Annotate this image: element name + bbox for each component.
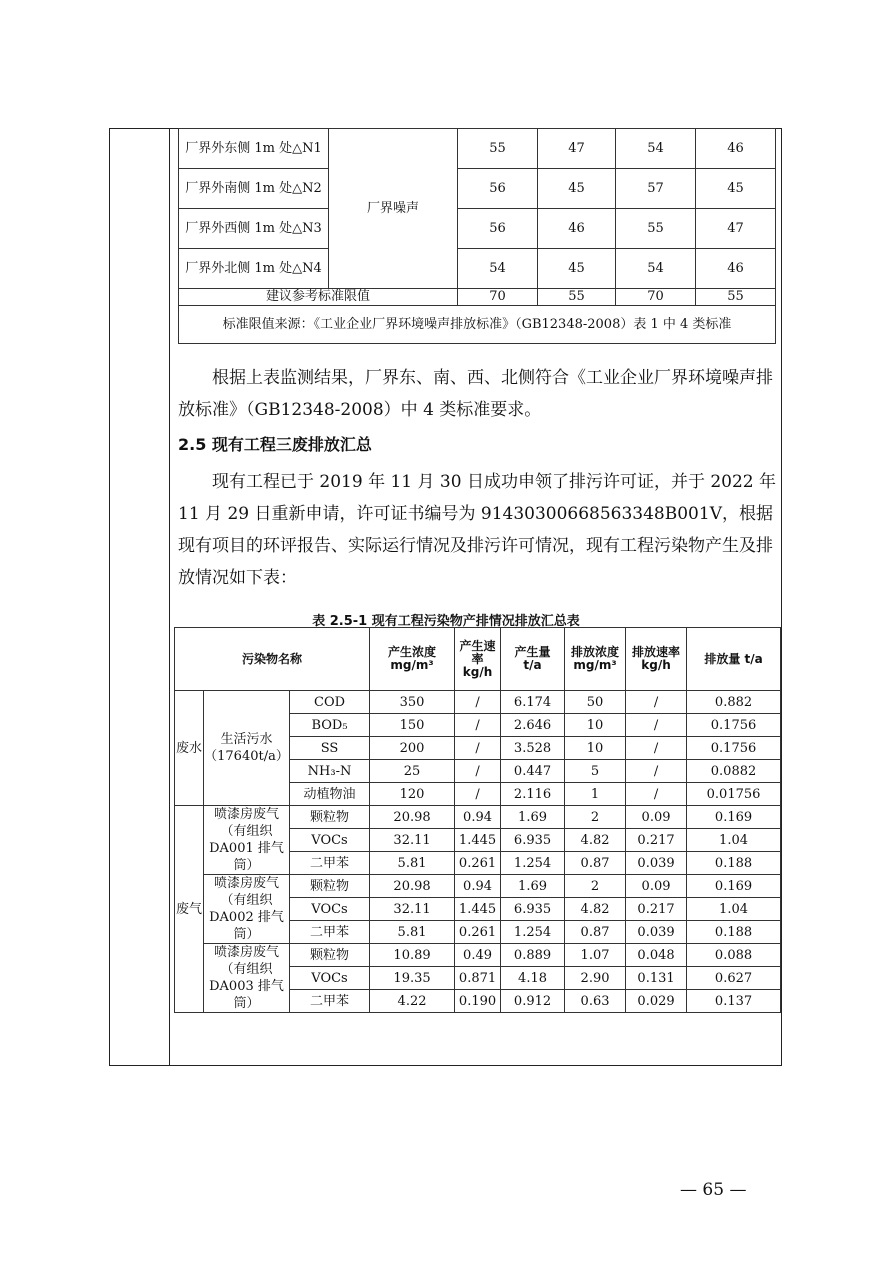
pollutant-name: 颗粒物	[290, 875, 370, 898]
pollutant-name: 二甲苯	[290, 852, 370, 875]
value-cell: 200	[370, 737, 455, 760]
value-cell: 5	[565, 760, 626, 783]
value-cell: 55	[696, 289, 776, 306]
pollutant-name: 动植物油	[290, 783, 370, 806]
header-text: 排放浓度	[571, 645, 620, 659]
page-number: — 65 —	[680, 1180, 747, 1200]
value-cell: 1.445	[455, 829, 501, 852]
header-unit: mg/m³	[573, 658, 617, 672]
value-cell: 0.088	[687, 944, 781, 967]
source-label: 喷漆房废气（有组织 DA003 排气筒）	[204, 944, 290, 1013]
point-label: 厂界外北侧 1m 处△N4	[179, 249, 329, 289]
source-label: 喷漆房废气（有组织 DA002 排气筒）	[204, 875, 290, 944]
value-cell: 2	[565, 875, 626, 898]
value-cell: 5.81	[370, 852, 455, 875]
value-cell: 0.039	[626, 852, 687, 875]
value-cell: 4.82	[565, 829, 626, 852]
value-cell: 1.254	[501, 921, 565, 944]
header-unit: kg/h	[641, 658, 671, 672]
table-row	[179, 169, 776, 209]
noise-table	[178, 128, 776, 344]
value-cell: 0.188	[687, 852, 781, 875]
value-cell: 0.217	[626, 898, 687, 921]
header-unit: t/a	[523, 658, 542, 672]
value-cell: 54	[458, 249, 538, 289]
value-cell: /	[626, 783, 687, 806]
header-unit: mg/m³	[390, 658, 434, 672]
value-cell: 19.35	[370, 967, 455, 990]
value-cell: 47	[696, 209, 776, 249]
paragraph-text: 现有工程已于 2019 年 11 月 30 日成功申领了排污许可证，并于 2022 年 11 月 29 日重新申请，许可证书编号为 91430300668563348B001V，根据现有项目的环评报告、实际运行情况及排污许可情况，现有工程污染物产生及排放情况如下表：	[178, 472, 777, 588]
value-cell: 350	[370, 691, 455, 714]
value-cell: 0.87	[565, 921, 626, 944]
value-cell: 47	[538, 129, 616, 169]
table-row	[175, 944, 781, 967]
source-label: 喷漆房废气（有组织 DA001 排气筒）	[204, 806, 290, 875]
value-cell: /	[455, 783, 501, 806]
value-cell: /	[455, 714, 501, 737]
value-cell: 25	[370, 760, 455, 783]
value-cell: 45	[538, 169, 616, 209]
value-cell: 55	[616, 209, 696, 249]
header-text: 产生速率	[459, 638, 496, 666]
value-cell: 2.646	[501, 714, 565, 737]
value-cell: 0.01756	[687, 783, 781, 806]
value-cell: 50	[565, 691, 626, 714]
value-cell: 1.69	[501, 806, 565, 829]
value-cell: 150	[370, 714, 455, 737]
header-name: 污染物名称	[175, 628, 370, 691]
value-cell: 0.87	[565, 852, 626, 875]
value-cell: 0.188	[687, 921, 781, 944]
value-cell: 10	[565, 737, 626, 760]
pollutant-name: VOCs	[290, 898, 370, 921]
value-cell: 0.029	[626, 990, 687, 1013]
value-cell: 32.11	[370, 898, 455, 921]
paragraph-text: 根据上表监测结果，厂界东、南、西、北侧符合《工业企业厂界环境噪声排放标准》（GB12348-2008）中 4 类标准要求。	[178, 368, 773, 420]
value-cell: 0.63	[565, 990, 626, 1013]
value-cell: 20.98	[370, 875, 455, 898]
table-row	[175, 806, 781, 829]
value-cell: 0.1756	[687, 737, 781, 760]
value-cell: 5.81	[370, 921, 455, 944]
value-cell: 46	[538, 209, 616, 249]
value-cell: 0.627	[687, 967, 781, 990]
value-cell: 0.49	[455, 944, 501, 967]
value-cell: 54	[616, 249, 696, 289]
value-cell: 55	[458, 129, 538, 169]
value-cell: 0.1756	[687, 714, 781, 737]
pollutant-name: 颗粒物	[290, 944, 370, 967]
header-text: 产生量	[514, 645, 551, 659]
header-emit-conc	[565, 628, 626, 691]
noise-category: 厂界噪声	[329, 129, 458, 289]
value-cell: 0.09	[626, 806, 687, 829]
header-prod-conc	[370, 628, 455, 691]
value-cell: 6.935	[501, 829, 565, 852]
category-label: 废气	[175, 806, 204, 1013]
value-cell: 45	[538, 249, 616, 289]
pollutant-name: VOCs	[290, 967, 370, 990]
pollutant-name: 颗粒物	[290, 806, 370, 829]
value-cell: 70	[616, 289, 696, 306]
category-label: 废水	[175, 691, 204, 806]
value-cell: /	[626, 714, 687, 737]
value-cell: 2.90	[565, 967, 626, 990]
source-label: 生活污水（17640t/a）	[204, 691, 290, 806]
value-cell: /	[626, 691, 687, 714]
value-cell: /	[626, 760, 687, 783]
value-cell: 1	[565, 783, 626, 806]
pollutant-name: BOD₅	[290, 714, 370, 737]
value-cell: 0.190	[455, 990, 501, 1013]
value-cell: 0.912	[501, 990, 565, 1013]
value-cell: 0.169	[687, 875, 781, 898]
standard-row	[179, 289, 776, 306]
value-cell: 1.07	[565, 944, 626, 967]
frame-column-line	[169, 128, 170, 1066]
value-cell: /	[626, 737, 687, 760]
point-label: 厂界外东侧 1m 处△N1	[179, 129, 329, 169]
value-cell: 0.09	[626, 875, 687, 898]
point-label: 厂界外南侧 1m 处△N2	[179, 169, 329, 209]
pollutant-name: SS	[290, 737, 370, 760]
value-cell: 0.94	[455, 875, 501, 898]
section-title: 2.5 现有工程三废排放汇总	[178, 435, 372, 454]
table-row	[179, 249, 776, 289]
point-label: 厂界外西侧 1m 处△N3	[179, 209, 329, 249]
header-prod-amt	[501, 628, 565, 691]
value-cell: 2.116	[501, 783, 565, 806]
value-cell: 46	[696, 129, 776, 169]
value-cell: 56	[458, 209, 538, 249]
value-cell: 32.11	[370, 829, 455, 852]
table-row	[179, 209, 776, 249]
pollutant-name: COD	[290, 691, 370, 714]
value-cell: 57	[616, 169, 696, 209]
value-cell: 0.048	[626, 944, 687, 967]
value-cell: 55	[538, 289, 616, 306]
value-cell: 10.89	[370, 944, 455, 967]
value-cell: 6.935	[501, 898, 565, 921]
header-row	[175, 628, 781, 691]
value-cell: /	[455, 691, 501, 714]
value-cell: 0.169	[687, 806, 781, 829]
paragraph-intro	[178, 466, 778, 594]
value-cell: 0.137	[687, 990, 781, 1013]
table-row	[175, 691, 781, 714]
source-row	[179, 306, 776, 344]
header-emit-amt: 排放量 t/a	[687, 628, 781, 691]
pollutant-name: 二甲苯	[290, 921, 370, 944]
value-cell: 0.261	[455, 852, 501, 875]
value-cell: 0.261	[455, 921, 501, 944]
value-cell: 0.447	[501, 760, 565, 783]
value-cell: 46	[696, 249, 776, 289]
value-cell: 1.254	[501, 852, 565, 875]
value-cell: 6.174	[501, 691, 565, 714]
header-unit: kg/h	[462, 664, 493, 679]
value-cell: 120	[370, 783, 455, 806]
pollutant-table	[174, 627, 781, 1013]
value-cell: 0.889	[501, 944, 565, 967]
value-cell: 20.98	[370, 806, 455, 829]
value-cell: 1.04	[687, 829, 781, 852]
value-cell: 4.22	[370, 990, 455, 1013]
pollutant-name: NH₃-N	[290, 760, 370, 783]
pollutant-name: VOCs	[290, 829, 370, 852]
value-cell: 0.94	[455, 806, 501, 829]
value-cell: 0.217	[626, 829, 687, 852]
value-cell: 1.04	[687, 898, 781, 921]
value-cell: 0.882	[687, 691, 781, 714]
value-cell: 0.871	[455, 967, 501, 990]
header-text: 排放速率	[632, 645, 681, 659]
header-emit-rate	[626, 628, 687, 691]
value-cell: 1.69	[501, 875, 565, 898]
table-row	[179, 129, 776, 169]
value-cell: 70	[458, 289, 538, 306]
pollutant-name: 二甲苯	[290, 990, 370, 1013]
paragraph-conclusion	[178, 362, 778, 426]
table-row	[175, 875, 781, 898]
value-cell: 0.0882	[687, 760, 781, 783]
pollutant-table-body	[175, 691, 781, 1013]
value-cell: 0.039	[626, 921, 687, 944]
header-prod-rate	[455, 628, 501, 691]
table-caption: 表 2.5-1 现有工程污染物产排情况排放汇总表	[312, 614, 580, 629]
value-cell: 45	[696, 169, 776, 209]
value-cell: /	[455, 737, 501, 760]
value-cell: 0.131	[626, 967, 687, 990]
value-cell: 2	[565, 806, 626, 829]
value-cell: 1.445	[455, 898, 501, 921]
value-cell: /	[455, 760, 501, 783]
standard-label: 建议参考标准限值	[179, 289, 458, 306]
value-cell: 10	[565, 714, 626, 737]
value-cell: 4.18	[501, 967, 565, 990]
value-cell: 3.528	[501, 737, 565, 760]
value-cell: 54	[616, 129, 696, 169]
value-cell: 4.82	[565, 898, 626, 921]
value-cell: 56	[458, 169, 538, 209]
standard-source-note: 标准限值来源：《工业企业厂界环境噪声排放标准》（GB12348-2008）表 1 中 4 类标准	[179, 306, 776, 344]
header-text: 产生浓度	[388, 645, 437, 659]
